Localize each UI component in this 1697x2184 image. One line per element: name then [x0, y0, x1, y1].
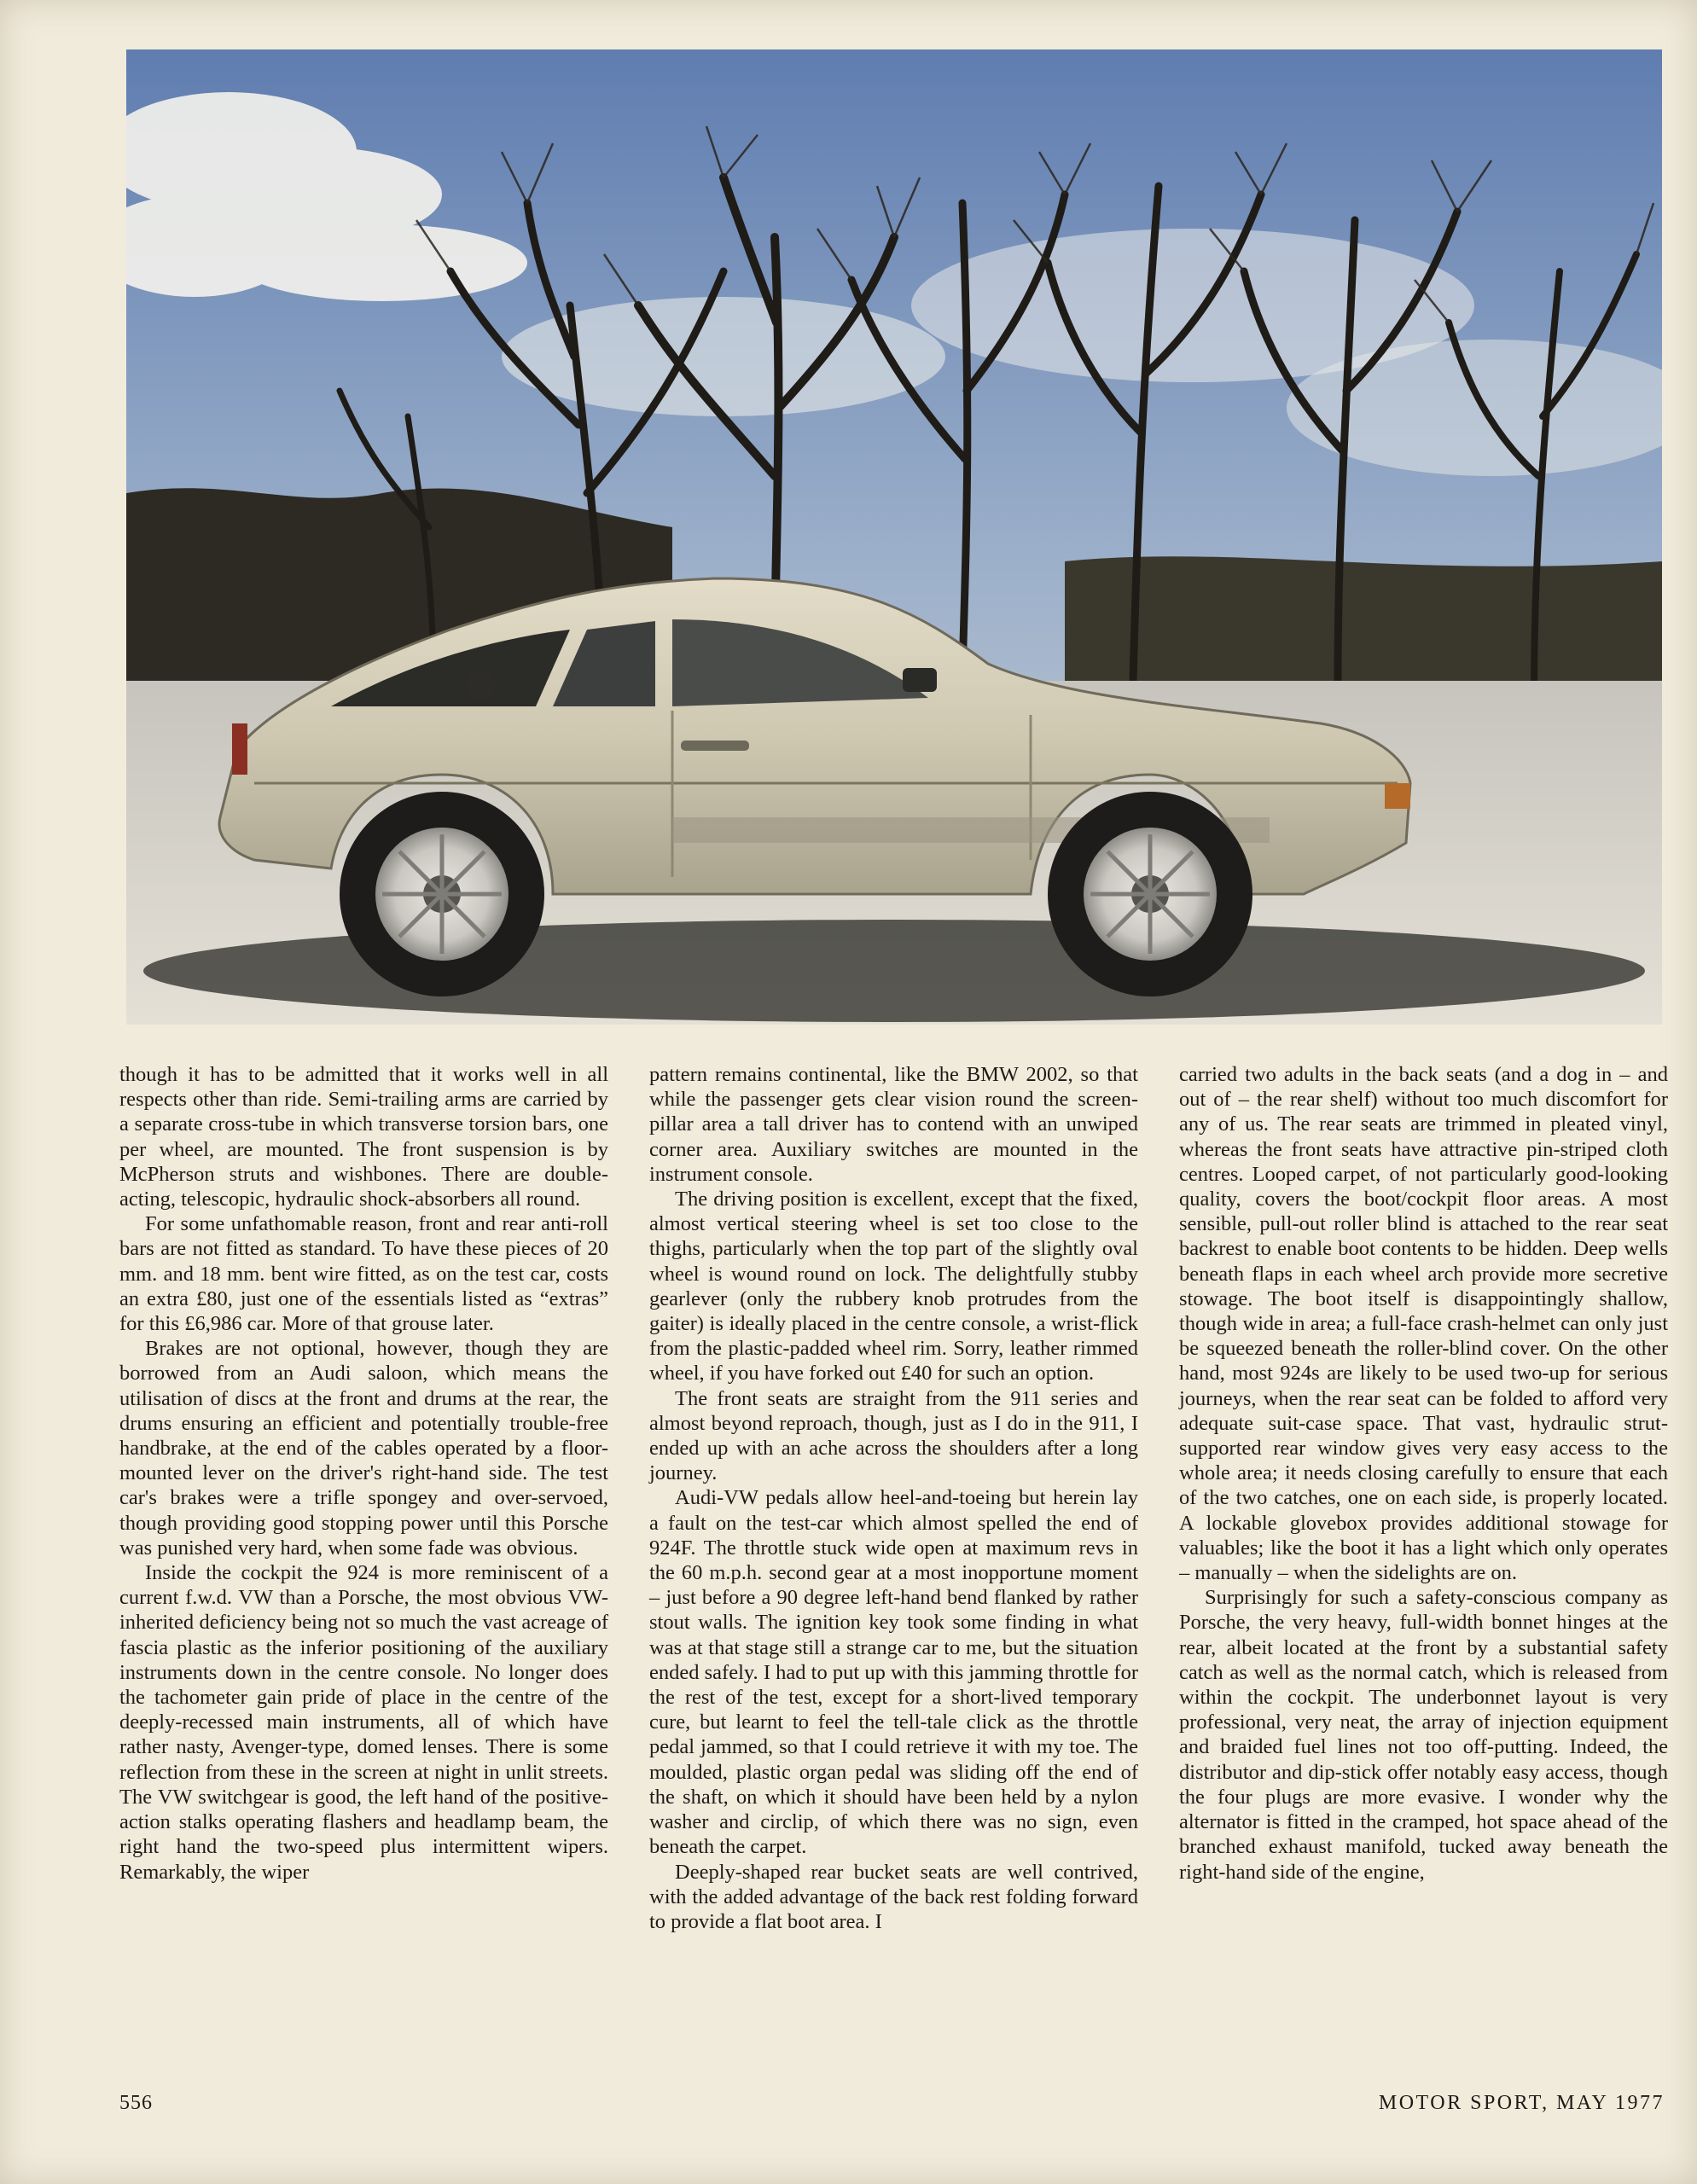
article-paragraph: pattern remains continental, like the BMW 2002, so that while the passenger gets clear vision round the screen-pillar area a tall driver has to contend with an unwiped corner area. Auxiliary switches are mounted in the instrument console.: [649, 1063, 1138, 1186]
article-paragraph: For some unfathomable reason, front and rear anti-roll bars are not fitted as standard. To have these pieces of 20 mm. and 18 mm. bent wire fitted, as on the test car, costs an extra £80, just one of the essentials listed as “extras” for this £6,986 car. More of that grouse later.: [119, 1212, 608, 1336]
article-column-2: [649, 1062, 1138, 1934]
car-photo: [126, 49, 1662, 1025]
magazine-folio: MOTOR SPORT, MAY 1977: [1378, 2092, 1665, 2114]
article-paragraph: The driving position is excellent, except that the fixed, almost vertical steering wheel is set too close to the thighs, particularly when the top part of the slightly oval wheel is wound round on lock. The delightfully stubby gearlever (only the rubbery knob protrudes from the gaiter) is ideally placed in the centre console, a wrist-flick from the plastic-padded wheel rim. Sorry, leather rimmed wheel, if you have forked out £40 for such an option.: [649, 1188, 1138, 1385]
page-number: 556: [119, 2092, 153, 2114]
car-photo-icon: [126, 49, 1662, 1025]
article-column-1: [119, 1062, 608, 1885]
article-body: [119, 1062, 1668, 2052]
article-paragraph: carried two adults in the back seats (and a dog in – and out of – the rear shelf) without too much discomfort for any of us. The rear seats are trimmed in pleated vinyl, whereas the front seats have attractive pin-striped cloth centres. Looped carpet, of not particularly good-looking quality, covers the boot/cockpit floor areas. A most sensible, pull-out roller blind is attached to the rear seat backrest to enable boot contents to be hidden. Deep wells beneath flaps in each wheel arch provide more secretive stowage. The boot itself is disappointingly shallow, though wide in area; a full-face crash-helmet can only just be squeezed beneath the roller-blind cover. On the other hand, most 924s are likely to be used two-up for serious journeys, when the rear seat can be folded to afford very adequate suit-case space. That vast, hydraulic strut-supported rear window gives very easy access to the whole area; it needs closing carefully to ensure that each of the two catches, one on each side, is properly located. A lockable glovebox provides additional stowage for valuables; like the boot it has a light which only operates – manually – when the sidelights are on.: [1179, 1063, 1668, 1585]
article-paragraph: Deeply-shaped rear bucket seats are well contrived, with the added advantage of the back rest folding forward to provide a flat boot area. I: [649, 1860, 1138, 1933]
article-column-3: [1179, 1062, 1668, 1885]
article-paragraph: Brakes are not optional, however, though they are borrowed from an Audi saloon, which means the utilisation of discs at the front and drums at the rear, the drums ensuring an efficient and potentially trouble-free handbrake, at the end of the cables operated by a floor-mounted lever on the driver's right-hand side. The test car's brakes were a trifle spongey and over-servoed, though providing good stopping power until this Porsche was punished very hard, when some fade was obvious.: [119, 1337, 608, 1560]
article-paragraph: though it has to be admitted that it works well in all respects other than ride. Semi-trailing arms are carried by a separate cross-tube in which transverse torsion bars, one per wheel, are mounted. The front suspension is by McPherson struts and wishbones. There are double-acting, telescopic, hydraulic shock-absorbers all round.: [119, 1063, 608, 1211]
article-paragraph: Inside the cockpit the 924 is more reminiscent of a current f.w.d. VW than a Porsche, the most obvious VW-inherited deficiency being not so much the vast acreage of fascia plastic as the inferior positioning of the auxiliary instruments down in the centre console. No longer does the tachometer gain pride of place in the centre of the deeply-recessed main instruments, all of which have rather nasty, Avenger-type, domed lenses. There is some reflection from these in the screen at night in unlit streets. The VW switchgear is good, the left hand of the positive-action stalks operating flashers and headlamp beam, the right hand the two-speed plus intermittent wipers. Remarkably, the wiper: [119, 1561, 608, 1884]
article-paragraph: The front seats are straight from the 911 series and almost beyond reproach, though, just as I do in the 911, I ended up with an ache across the shoulders after a long journey.: [649, 1386, 1138, 1485]
article-paragraph: Audi-VW pedals allow heel-and-toeing but herein lay a fault on the test-car which almost spelled the end of 924F. The throttle stuck wide open at maximum revs in the 60 m.p.h. second gear at a most inopportune moment – just before a 90 degree left-hand bend flanked by rather stout walls. The ignition key took some finding in what was at that stage still a strange car to me, but the situation ended safely. I had to put up with this jamming throttle for the rest of the test, except for a short-lived temporary cure, but learnt to feel the tell-tale click as the throttle pedal jammed, so that I could retrieve it with my toe. The moulded, plastic organ pedal was sliding off the end of the shaft, on which it should have been held by a nylon washer and circlip, of which there was no sign, even beneath the carpet.: [649, 1486, 1138, 1859]
article-paragraph: Surprisingly for such a safety-conscious company as Porsche, the very heavy, full-width bonnet hinges at the rear, albeit located at the front by a substantial safety catch as well as the normal catch, which is released from within the cockpit. The underbonnet layout is very professional, very neat, the array of injection equipment and braided fuel lines not too off-putting. Indeed, the distributor and dip-stick offer notably easy access, though the four plugs are more evasive. I wonder why the alternator is fitted in the cramped, hot space ahead of the branched exhaust manifold, tucked away beneath the right-hand side of the engine,: [1179, 1586, 1668, 1884]
